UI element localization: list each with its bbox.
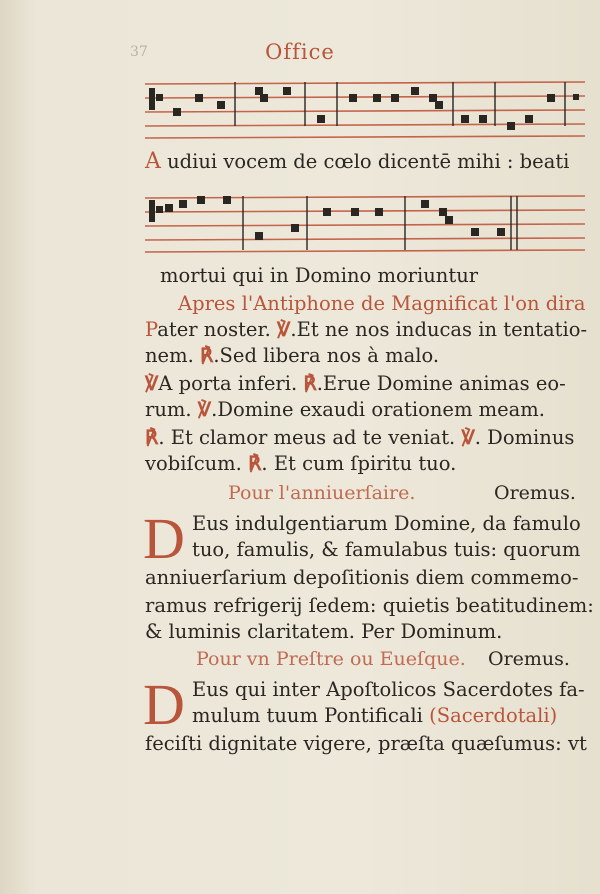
chant-text: udiui vocem de cœlo dicentē mihi : beati [167, 150, 570, 173]
prayer1-line-1: Eus indulgentiarum Domine, da famulo [192, 512, 581, 535]
pater-text: ater noster. [157, 318, 271, 341]
versicle-line-3 [145, 426, 590, 450]
chant-text-line-1 [145, 150, 590, 174]
rubric-priest-bishop: Pour vn Preſtre ou Eueſque. [196, 648, 466, 670]
prayer1-line-2: tuo, famulis, & famulabus tuis: quorum [192, 538, 581, 561]
pater-initial: P [145, 318, 158, 341]
response-text: . Et clamor meus ad te veniat. [158, 426, 456, 449]
rubric-anniversary: Pour l'anniuerſaire. [228, 482, 416, 504]
oremus-label: Oremus. [488, 648, 570, 670]
prayer2-alternative: (Sacerdotali) [429, 704, 558, 727]
chant-text-line-2: mortui qui in Domino moriuntur [160, 264, 479, 287]
oremus-label: Oremus. [494, 482, 576, 504]
response-text: . Et cum ſpiritu tuo. [261, 452, 457, 475]
pater-noster-line [145, 318, 590, 342]
response-symbol: ℟ [248, 452, 262, 475]
prayer2-line-1: Eus qui inter Apoſtolicos Sacerdotes fa- [192, 678, 585, 701]
versicle-symbol: ℣ [277, 318, 291, 341]
versicle-line-1 [145, 372, 590, 396]
response-text: .Erue Domine animas eo- [316, 372, 566, 395]
prayer1-line-4: ramus refrigerij ſedem: quietis beatitudinem: [145, 594, 594, 617]
versicle-line-2 [145, 398, 590, 422]
versicle-continuation: nem. [145, 344, 194, 367]
versicle-text: rum. [145, 398, 192, 421]
chant-initial-letter: A [145, 149, 161, 174]
versicle-symbol: ℣ [145, 372, 159, 395]
music-staff-1 [145, 78, 585, 140]
drop-cap-initial: D [143, 506, 185, 571]
versicle-text: .Et ne nos inducas in tentatio- [290, 318, 588, 341]
music-staff-2 [145, 192, 585, 254]
prayer2-text: mulum tuum Pontificali [192, 704, 423, 727]
response-symbol: ℟ [200, 344, 214, 367]
prayer2-line-2 [192, 704, 587, 728]
versicle-symbol: ℣ [461, 426, 475, 449]
page-header-title: Office [265, 40, 335, 64]
versicle-text: A porta inferi. [158, 372, 298, 395]
sed-libera-line [145, 344, 590, 368]
drop-cap-initial: D [143, 672, 185, 737]
prayer1-line-5: & luminis claritatem. Per Dominum. [145, 620, 503, 643]
versicle-text: .Domine exaudi orationem meam. [211, 398, 545, 421]
response-symbol: ℟ [145, 426, 159, 449]
versicle-text: . Dominus [474, 426, 575, 449]
versicle-symbol: ℣ [197, 398, 212, 421]
page-number-mark: 37 [130, 44, 148, 60]
versicle-text: vobiſcum. [145, 452, 242, 475]
response-symbol: ℟ [303, 372, 317, 395]
versicle-line-4 [145, 452, 590, 476]
response-text: .Sed libera nos à malo. [213, 344, 440, 367]
rubric-antiphon: Apres l'Antiphone de Magnificat l'on dira [178, 292, 586, 315]
prayer2-line-3: feciſti dignitate vigere, præſta quæſumus: vt [145, 732, 587, 755]
prayer1-line-3: anniuerſarium depoſitionis diem commemo- [145, 566, 579, 589]
